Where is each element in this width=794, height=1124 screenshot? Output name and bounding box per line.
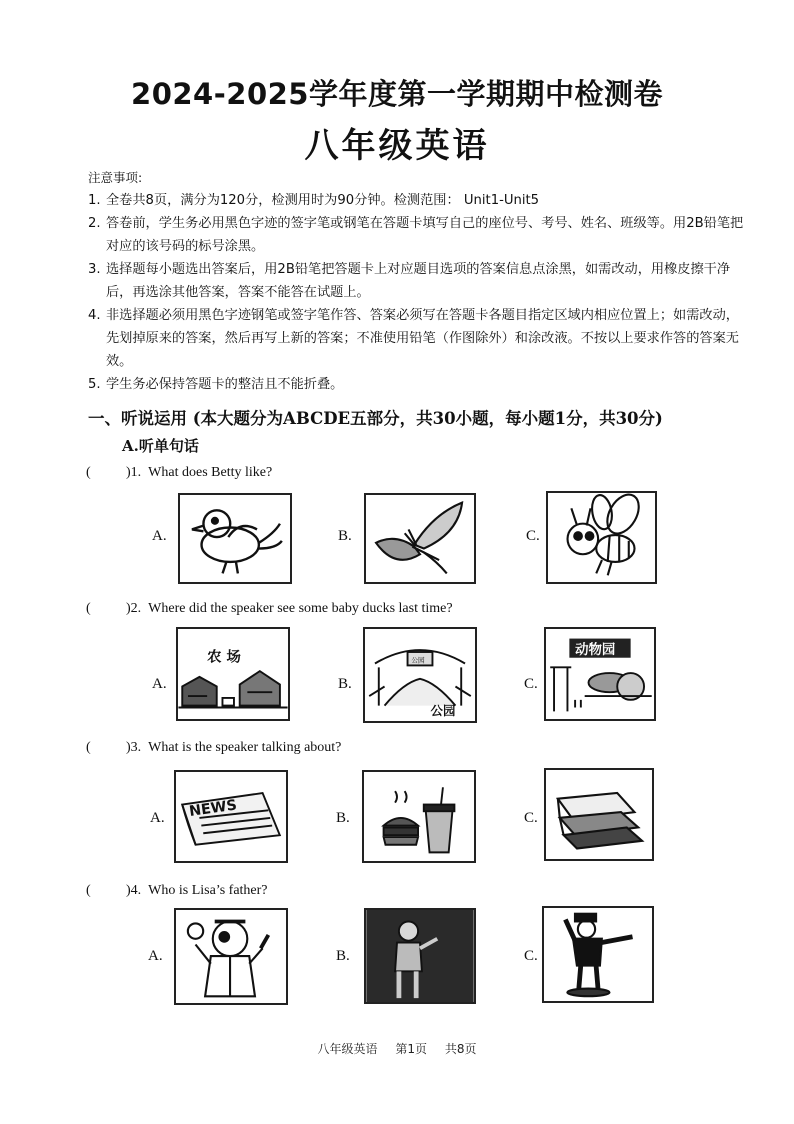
option-c-label[interactable]: C.	[524, 948, 538, 964]
footer-page-number: 第1页	[395, 1042, 427, 1056]
farm-icon[interactable]	[176, 627, 290, 721]
option-b-label[interactable]: B.	[336, 948, 350, 964]
question-4: ( )4. Who is Lisa’s father?	[86, 883, 268, 898]
instruction-item: 4. 非选择题必须用黑色字迹钢笔或签字笔作答、答案必须写在答题卡各题目指定区域内相应位置上；如需改动，先划掉原来的答案，然后再写上新的答案；不准使用铅笔（作图除外）和涂改液。不按以上要求作答的答案无效。	[88, 308, 739, 369]
newspaper-icon[interactable]	[174, 770, 288, 863]
park-caption: 公园	[430, 703, 456, 719]
instruction-item: 3. 选择题每小题选出答案后，用2B铅笔把答题卡上对应题目选项的答案信息点涂黑，如需改动，用橡皮擦干净后，再选涂其他答案，答案不能答在试题上。	[88, 262, 731, 300]
bird-icon[interactable]	[178, 493, 292, 584]
park-sign: 公园	[411, 656, 425, 665]
answer-blank[interactable]: (	[86, 740, 91, 755]
zoo-caption: 动物园	[575, 642, 616, 658]
instruction-item: 5. 学生务必保持答题卡的整洁且不能折叠。	[88, 377, 344, 392]
option-b-label[interactable]: B.	[338, 676, 352, 692]
zoo-icon[interactable]	[544, 627, 656, 721]
option-a-label[interactable]: A.	[152, 528, 167, 544]
option-c-label[interactable]: C.	[524, 676, 538, 692]
exam-title: 2024-2025学年度第一学期期中检测卷	[131, 77, 663, 111]
instructions-heading: 注意事项:	[88, 170, 143, 185]
instruction-item: 1. 全卷共8页，满分为120分，检测用时为90分钟。检测范围： Unit1-Unit5	[88, 193, 540, 208]
answer-blank[interactable]: (	[86, 883, 91, 898]
question-text: Who is Lisa’s father?	[148, 883, 268, 898]
option-a-label[interactable]: A.	[152, 676, 167, 692]
doctor-icon[interactable]	[174, 908, 288, 1005]
option-c-label[interactable]: C.	[524, 810, 538, 826]
option-c-label[interactable]: C.	[526, 528, 540, 544]
section-heading: 一、听说运用 (本大题分为ABCDE五部分，共30小题，每小题1分，共30分)	[88, 409, 663, 428]
option-a-label[interactable]: A.	[150, 810, 165, 826]
question-text: What does Betty like?	[148, 465, 273, 480]
question-3: ( )3. What is the speaker talking about?	[86, 740, 342, 755]
exam-subtitle: 八年级英语	[304, 126, 490, 166]
books-icon[interactable]	[544, 768, 654, 861]
instruction-item: 2. 答卷前，学生务必用黑色字迹的签字笔或钢笔在答题卡填写自己的座位号、考号、姓名、班级等。用2B铅笔把对应的该号码的标号涂黑。	[88, 216, 744, 254]
newspaper-headline: NEWS	[188, 797, 238, 820]
option-b-label[interactable]: B.	[338, 528, 352, 544]
farm-caption: 农 场	[207, 649, 241, 666]
question-1: ( )1. What does Betty like?	[86, 465, 273, 480]
policeman-icon[interactable]	[542, 906, 654, 1003]
footer-total-pages: 共8页	[444, 1042, 477, 1056]
subsection-heading: A.听单句话	[122, 437, 199, 455]
answer-blank[interactable]: (	[86, 601, 91, 616]
fast-food-icon[interactable]	[362, 770, 476, 863]
butterfly-icon[interactable]	[364, 493, 476, 584]
answer-blank[interactable]: (	[86, 465, 91, 480]
page-footer	[0, 1040, 794, 1057]
option-a-label[interactable]: A.	[148, 948, 163, 964]
footer-subject: 八年级英语	[317, 1042, 378, 1056]
question-text: What is the speaker talking about?	[148, 740, 342, 755]
option-b-label[interactable]: B.	[336, 810, 350, 826]
question-2: ( )2. Where did the speaker see some baby ducks last time?	[86, 601, 453, 616]
instructions	[88, 166, 748, 396]
park-icon[interactable]	[363, 627, 477, 723]
bee-icon[interactable]	[546, 491, 657, 584]
question-text: Where did the speaker see some baby ducks last time?	[148, 601, 453, 616]
teacher-icon[interactable]	[364, 908, 476, 1004]
